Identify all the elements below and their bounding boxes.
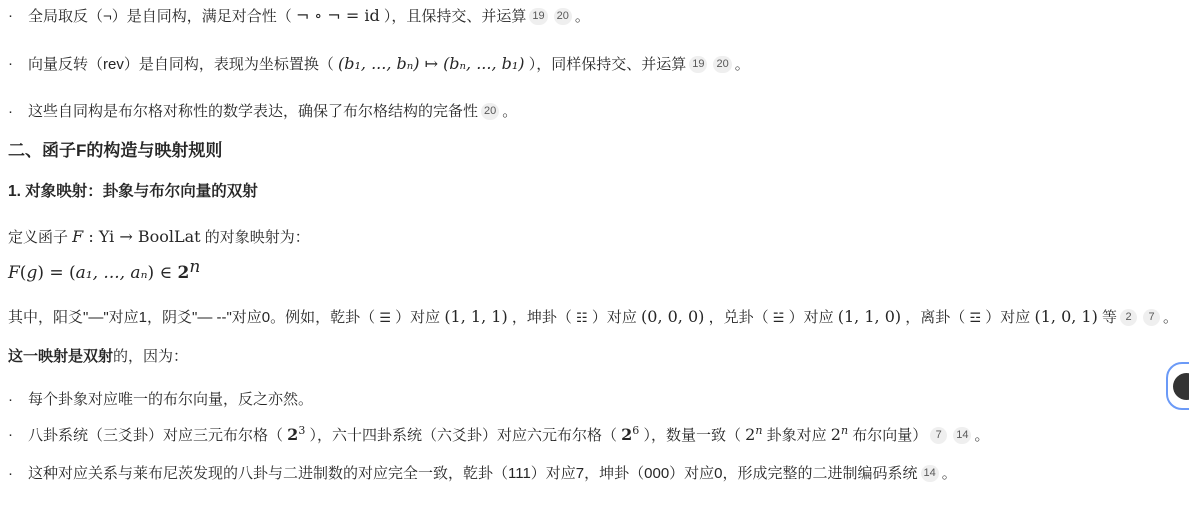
text-segment: ）对应 [390,309,445,326]
text-segment: ）对应 [981,309,1035,326]
citation-badge[interactable]: 20 [713,56,731,73]
bullet-item [8,386,1179,414]
text-segment: 。 [734,56,750,73]
text-segment: 二、函子F的构造与映射规则 [8,141,223,160]
trigram-icon: ☷ [576,310,588,325]
math-inline: (1, 1, 1) [444,307,508,326]
math-inline: ( [19,263,27,283]
text-segment: 其中，阳爻"—"对应1，阴爻"— --"对应0。例如，乾卦（ [8,309,380,326]
math-inline: F [8,263,20,283]
text-segment: 全局取反（¬）是自同构，满足对合性（ [28,8,296,25]
bullet-marker: · [8,7,13,24]
text-segment: 等 [1097,309,1118,326]
math-inline: (b₁, ..., bₙ) ↦ (bₙ, ..., b₁) [338,54,525,73]
trigram-icon: ☲ [969,310,982,325]
bullet-item [8,98,1179,126]
text-segment: 这种对应关系与莱布尼茨发现的八卦与二进制数的对应完全一致，乾卦（111）对应7，坤卦（000）对应0，形成完整的二进制编码系统 [28,465,918,482]
citation-badge[interactable]: 20 [554,8,572,25]
avatar-circle-icon [1173,373,1189,400]
bullet-item [8,421,1179,450]
math-inline: ) = ( [37,263,76,283]
text-segment: ），同样保持交、并运算 [524,56,687,73]
math-inline: ) ∈ [147,263,178,283]
trigram-icon: ☰ [379,310,391,325]
trigram-icon: ☱ [772,310,785,325]
citation-badge[interactable]: 14 [953,427,971,444]
text-segment: ）对应 [784,309,838,326]
citation-badge[interactable]: 20 [481,103,499,120]
math-inline: n [189,257,201,277]
text-segment: 布尔向量） [848,427,928,444]
citation-badge[interactable]: 14 [921,465,939,482]
bullet-marker: · [8,426,13,443]
bullet-marker: · [8,55,13,72]
text-segment: 。 [1163,309,1179,326]
paragraph [8,223,1179,252]
math-inline: 2 [621,425,633,444]
math-inline: (1, 0, 1) [1034,307,1098,326]
math-inline: (1, 1, 0) [837,307,902,326]
text-segment: 八卦系统（三爻卦）对应三元布尔格（ [28,427,288,444]
math-inline: F [72,227,84,246]
text-segment: 的，因为： [113,348,189,365]
bullet-text [28,50,1179,79]
citation-badge[interactable]: 2 [1120,309,1137,326]
math-inline: 3 [298,424,306,437]
paragraph [8,343,1179,371]
bullet-text [28,98,1179,126]
bullet-item [8,50,1179,79]
math-inline: 2 [177,263,190,283]
text-segment: 。 [574,8,590,25]
text-segment: 。 [974,427,990,444]
bullet-marker: · [8,465,13,482]
text-segment: 向量反转（rev）是自同构，表现为坐标置换（ [28,56,339,73]
bullet-marker: · [8,103,13,120]
text-segment: 的对象映射为： [200,229,310,246]
text-segment: 每个卦象对应唯一的布尔向量，反之亦然。 [28,391,314,408]
math-inline: 6 [632,424,640,437]
bullet-text [28,421,1179,450]
math-inline: 2 [830,425,841,444]
text-segment: 卦象对应 [762,427,831,444]
text-segment: 1. 对象映射：卦象与布尔向量的双射 [8,183,258,200]
math-inline: a₁, ..., aₙ [75,263,148,283]
math-inline: n [840,424,849,437]
citation-badge[interactable]: 7 [1143,309,1160,326]
text-segment: ），数量一致（ [639,427,746,444]
math-inline: ¬ ∘ ¬ = id [295,6,380,25]
text-segment: 定义函子 [8,229,73,246]
text-segment: ，离卦（ [901,309,970,326]
text-segment: 这一映射是双射 [8,348,114,365]
bullet-item [8,2,1179,31]
subsection-heading [8,181,1179,203]
text-segment: 。 [941,465,957,482]
text-segment: ）对应 [587,309,642,326]
formula [8,257,1179,287]
math-inline: g [26,263,38,283]
paragraph [8,297,1179,338]
text-segment: ），且保持交、并运算 [379,8,527,25]
text-segment: ），六十四卦系统（六爻卦）对应六元布尔格（ [305,427,622,444]
citation-badge[interactable]: 7 [930,427,947,444]
citation-badge[interactable]: 19 [689,56,707,73]
bullet-text [28,460,1179,488]
text-segment: 这些自同构是布尔格对称性的数学表达，确保了布尔格结构的完备性 [28,103,479,120]
bullet-item [8,460,1179,488]
floating-edge-button[interactable] [1166,362,1189,410]
math-inline: (0, 0, 0) [641,307,705,326]
citation-badge[interactable]: 19 [529,8,547,25]
text-segment: ，兑卦（ [704,309,773,326]
section-heading [8,139,1179,163]
text-segment: ，坤卦（ [507,309,577,326]
math-inline: 2 [287,425,299,444]
bullet-text [28,386,1179,414]
math-inline: n [755,424,763,437]
bullet-text [28,2,1179,31]
math-inline: 2 [745,425,756,444]
math-inline: : Yi → BoolLat [83,227,201,246]
bullet-marker: · [8,391,13,408]
text-segment: 。 [502,103,518,120]
